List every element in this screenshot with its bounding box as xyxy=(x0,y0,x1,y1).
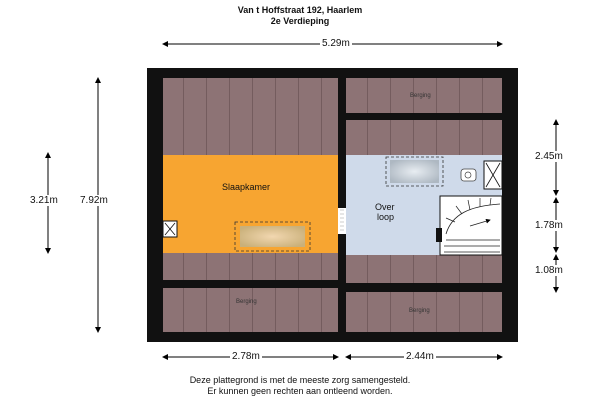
dim-label-top: 5.29m xyxy=(322,38,350,49)
storage-bottom-left xyxy=(163,288,338,332)
room-label-berging-top: Berging xyxy=(410,93,431,99)
dim-label-right-mid: 1.78m xyxy=(535,220,563,231)
roof-slope-right-top xyxy=(346,120,502,155)
dim-label-bottom-right: 2.44m xyxy=(406,351,434,362)
room-label-slaapkamer: Slaapkamer xyxy=(222,182,271,192)
dim-label-left-total: 7.92m xyxy=(80,195,108,206)
bedroom-skylight xyxy=(240,226,305,247)
landing-skylight xyxy=(390,160,439,183)
dim-label-right-top: 2.45m xyxy=(535,151,563,162)
disclaimer-line-2: Er kunnen geen rechten aan ontleend worden. xyxy=(207,386,393,396)
disclaimer-line-1: Deze plattegrond is met de meeste zorg samengesteld. xyxy=(189,375,411,385)
room-label-berging-bottom-right: Berging xyxy=(409,308,430,314)
dim-label-right-bottom: 1.08m xyxy=(535,265,563,276)
address-title: Van t Hoffstraat 192, Haarlem xyxy=(237,5,363,15)
roof-slope-right-mid xyxy=(346,255,502,283)
roof-slope-left-top xyxy=(163,78,338,155)
floor-title: 2e Verdieping xyxy=(270,16,330,26)
room-label-overloop-2: loop xyxy=(377,212,395,222)
staircase xyxy=(436,196,502,255)
boiler-icon xyxy=(461,169,476,181)
room-label-berging-bottom-left: Berging xyxy=(236,299,257,305)
roof-slope-left-mid xyxy=(163,253,338,280)
room-label-overloop-1: Over xyxy=(375,202,395,212)
dim-label-bottom-left: 2.78m xyxy=(232,351,260,362)
dim-label-left-inner: 3.21m xyxy=(30,195,58,206)
